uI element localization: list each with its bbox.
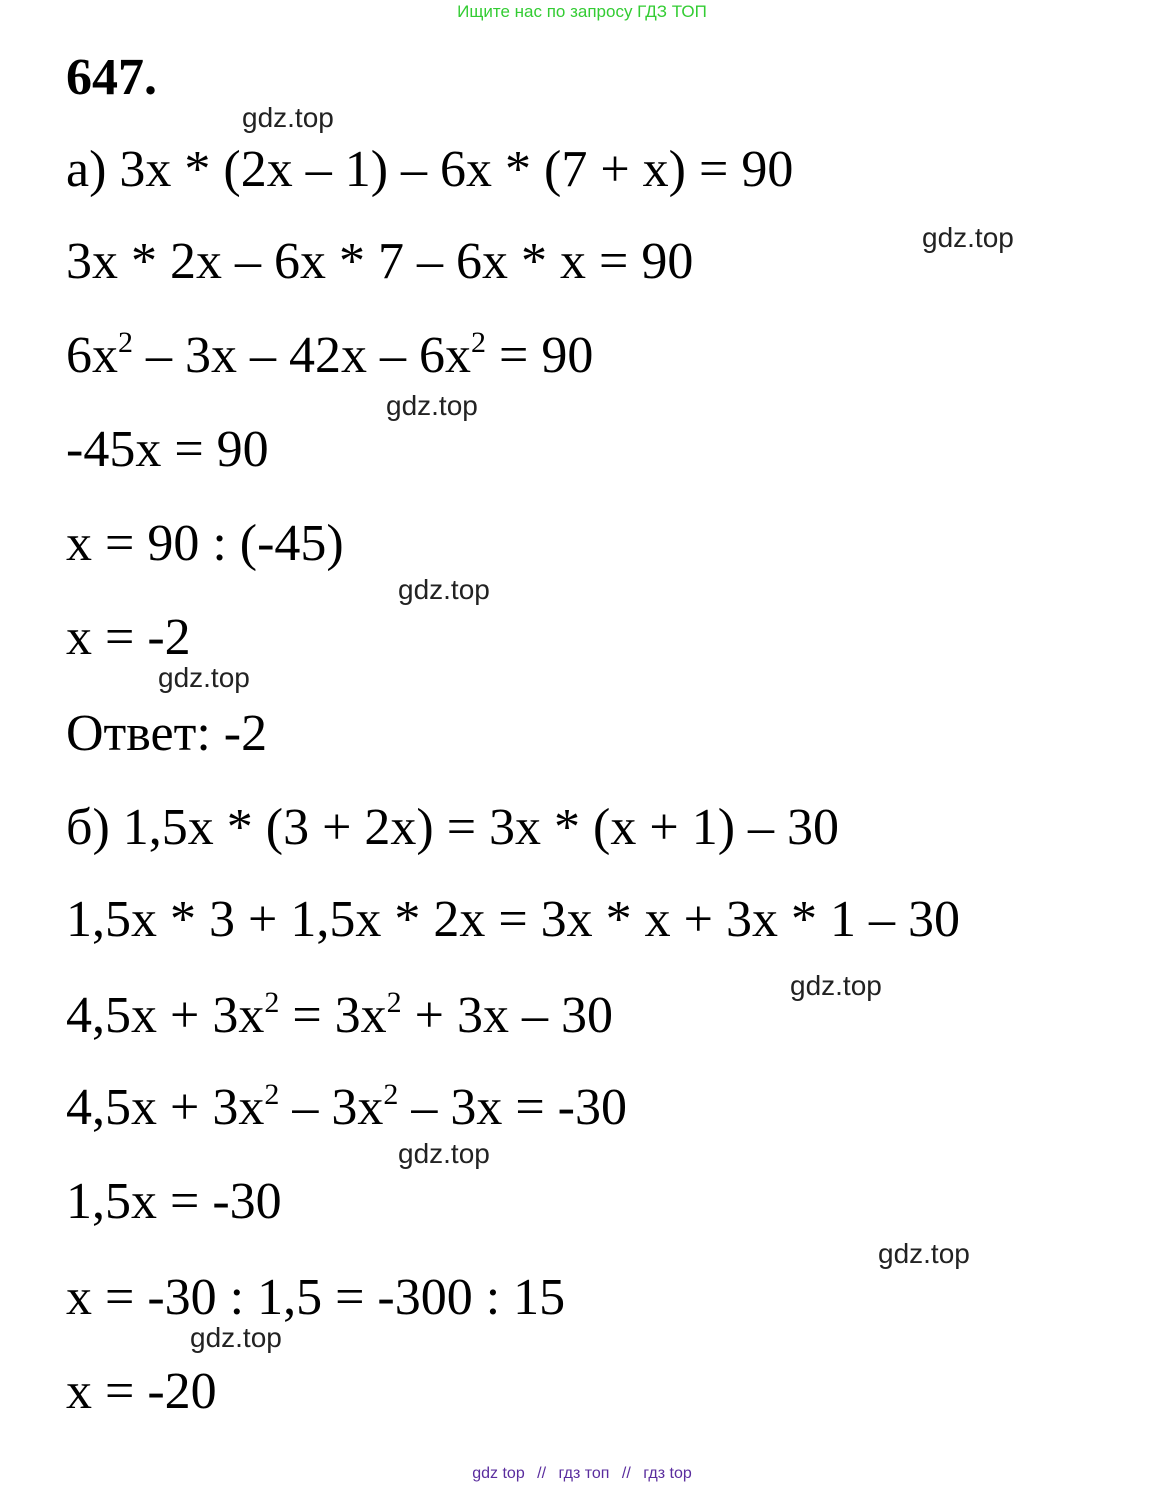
part-a-line-2: 3x * 2x – 6x * 7 – 6x * x = 90 <box>66 233 694 290</box>
part-b-line-3-p1: 4,5x + 3x <box>66 987 265 1044</box>
watermark-text: gdz.top <box>878 1238 970 1269</box>
footer-separator: // <box>537 1465 547 1482</box>
part-a-line-3-s1: 2 <box>118 326 133 359</box>
part-b-line-3-p3: + 3x – 30 <box>401 987 613 1044</box>
part-b-line-3-p2: = 3x <box>279 987 387 1044</box>
watermark-text: gdz.top <box>190 1322 282 1353</box>
part-b-line-3 <box>66 986 613 1046</box>
problem-number: 647. <box>66 49 157 106</box>
watermark-text: gdz.top <box>398 574 490 605</box>
part-b-line-4-p1: 4,5x + 3x <box>66 1079 265 1136</box>
top-banner: Ищите нас по запросу ГДЗ ТОП <box>457 2 707 21</box>
part-b-line-3-s2: 2 <box>386 986 402 1019</box>
part-b-line-4 <box>66 1078 627 1138</box>
part-a-line-3 <box>66 326 593 386</box>
footer-link-gdz-top[interactable]: gdz top <box>472 1465 525 1482</box>
part-b-line-4-p2: – 3x <box>279 1079 384 1136</box>
part-a-line-4: -45x = 90 <box>66 421 269 478</box>
part-b-line-2: 1,5x * 3 + 1,5x * 2x = 3x * x + 3x * 1 – 30 <box>66 891 960 948</box>
part-b-line-4-s1: 2 <box>264 1078 280 1111</box>
part-a-line-3-p1: 6x <box>66 327 118 384</box>
watermark-text: gdz.top <box>398 1138 490 1169</box>
part-b-line-6: x = -30 : 1,5 = -300 : 15 <box>66 1269 566 1326</box>
part-a-answer: Ответ: -2 <box>66 705 268 762</box>
part-a-line-3-s2: 2 <box>471 326 486 359</box>
part-b-line-4-s2: 2 <box>383 1078 399 1111</box>
footer <box>0 1462 1164 1486</box>
part-b-line-5: 1,5x = -30 <box>66 1173 282 1230</box>
part-a-line-5: x = 90 : (-45) <box>66 515 344 572</box>
part-b-line-7: x = -20 <box>66 1363 217 1420</box>
watermark-text: gdz.top <box>922 222 1014 253</box>
footer-link-gdz-top-ru[interactable]: гдз топ <box>558 1465 610 1482</box>
part-a-line-3-p3: = 90 <box>486 327 594 384</box>
part-b-line-1: б) 1,5x * (3 + 2x) = 3x * (x + 1) – 30 <box>66 799 840 856</box>
watermark-text: gdz.top <box>242 102 334 133</box>
part-a-line-6: x = -2 <box>66 609 191 666</box>
watermark-text: gdz.top <box>386 390 478 421</box>
footer-link-gdz-top-mixed[interactable]: гдз top <box>643 1465 692 1482</box>
part-b-line-3-s1: 2 <box>264 986 280 1019</box>
watermark-text: gdz.top <box>158 662 250 693</box>
part-b-line-4-p3: – 3x = -30 <box>398 1079 627 1136</box>
footer-separator: // <box>621 1465 631 1482</box>
part-a-line-3-p2: – 3x – 42x – 6x <box>133 327 471 384</box>
watermark-text: gdz.top <box>790 970 882 1001</box>
part-a-line-1: а) 3x * (2x – 1) – 6x * (7 + x) = 90 <box>66 141 794 198</box>
